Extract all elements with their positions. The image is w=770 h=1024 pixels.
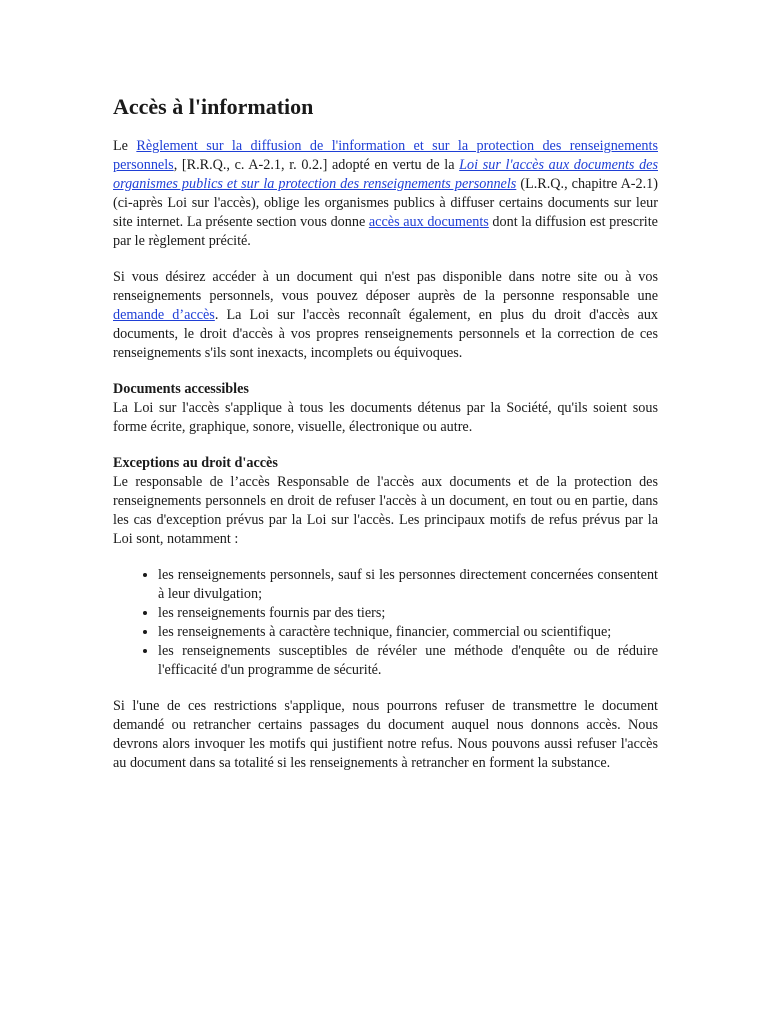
reglement-link[interactable]: Règlement sur la diffusion de l'information et sur la protection des renseignements personnels	[113, 138, 658, 173]
closing-paragraph: Si l'une de ces restrictions s'applique, nous pourrons refuser de transmettre le document demandé ou retrancher certains passages du document auquel nous donnons accès. Nous devrons alors invoquer les motifs qui justifient notre refus. Nous pouvons aussi refuser l'accès au document dans sa totalité si les renseignements à retrancher en forment la substance.	[113, 698, 658, 771]
document-page	[113, 93, 658, 773]
exceptions-list	[113, 566, 658, 680]
exceptions-heading: Exceptions au droit d'accès	[113, 455, 278, 471]
intro-text-1: Le	[113, 138, 137, 154]
request-text-1: Si vous désirez accéder à un document qui n'est pas disponible dans notre site ou à vos renseignements personnels, vous pouvez déposer auprès de la personne responsable une	[113, 269, 658, 304]
intro-text-2: , [R.R.Q., c. A-2.1, r. 0.2.] adopté en vertu de la	[173, 157, 460, 173]
loi-acces-link[interactable]: Loi sur l'accès aux documents des organismes publics et sur la protection des renseignements personnels	[113, 157, 658, 192]
intro-paragraph	[113, 137, 658, 251]
list-item: • les renseignements personnels, sauf si les personnes directement concernées consentent à leur divulgation;	[158, 566, 658, 604]
list-item: • les renseignements à caractère technique, financier, commercial ou scientifique;	[158, 623, 658, 642]
page-title: Accès à l'information	[113, 94, 314, 119]
list-item: • les renseignements susceptibles de révéler une méthode d'enquête ou de réduire l'efficacité d'un programme de sécurité.	[158, 642, 658, 680]
intro-text-4: dont la diffusion est prescrite par le règlement précité.	[113, 214, 658, 249]
demande-acces-link[interactable]: demande d’accès	[113, 307, 215, 323]
documents-accessibles-heading: Documents accessibles	[113, 381, 249, 397]
request-text-2: . La Loi sur l'accès reconnaît également, en plus du droit d'accès aux documents, le droit d'accès à vos propres renseignements personnels et la correction de ces renseignements s'ils sont inexacts, incomplets ou équivoques.	[113, 307, 659, 361]
exceptions-text: Le responsable de l’accès Responsable de l'accès aux documents et de la protection des renseignements personnels en droit de refuser l'accès à un document, en tout ou en partie, dans les cas d'exception prévus par la Loi sur l'accès. Les principaux motifs de refus prévus par la Loi sont, notamment :	[113, 474, 658, 547]
documents-accessibles-text: La Loi sur l'accès s'applique à tous les documents détenus par la Société, qu'ils soient sous forme écrite, graphique, sonore, visuelle, électronique ou autre.	[113, 400, 658, 435]
intro-text-3: (L.R.Q., chapitre A-2.1) (ci-après Loi sur l'accès), oblige les organismes publics à diffuser certains documents sur leur site internet. La présente section vous donne	[113, 176, 658, 230]
spacer	[113, 549, 658, 566]
acces-documents-link[interactable]: accès aux documents	[368, 214, 489, 230]
list-item: • les renseignements fournis par des tiers;	[158, 604, 658, 623]
request-paragraph	[113, 268, 658, 363]
